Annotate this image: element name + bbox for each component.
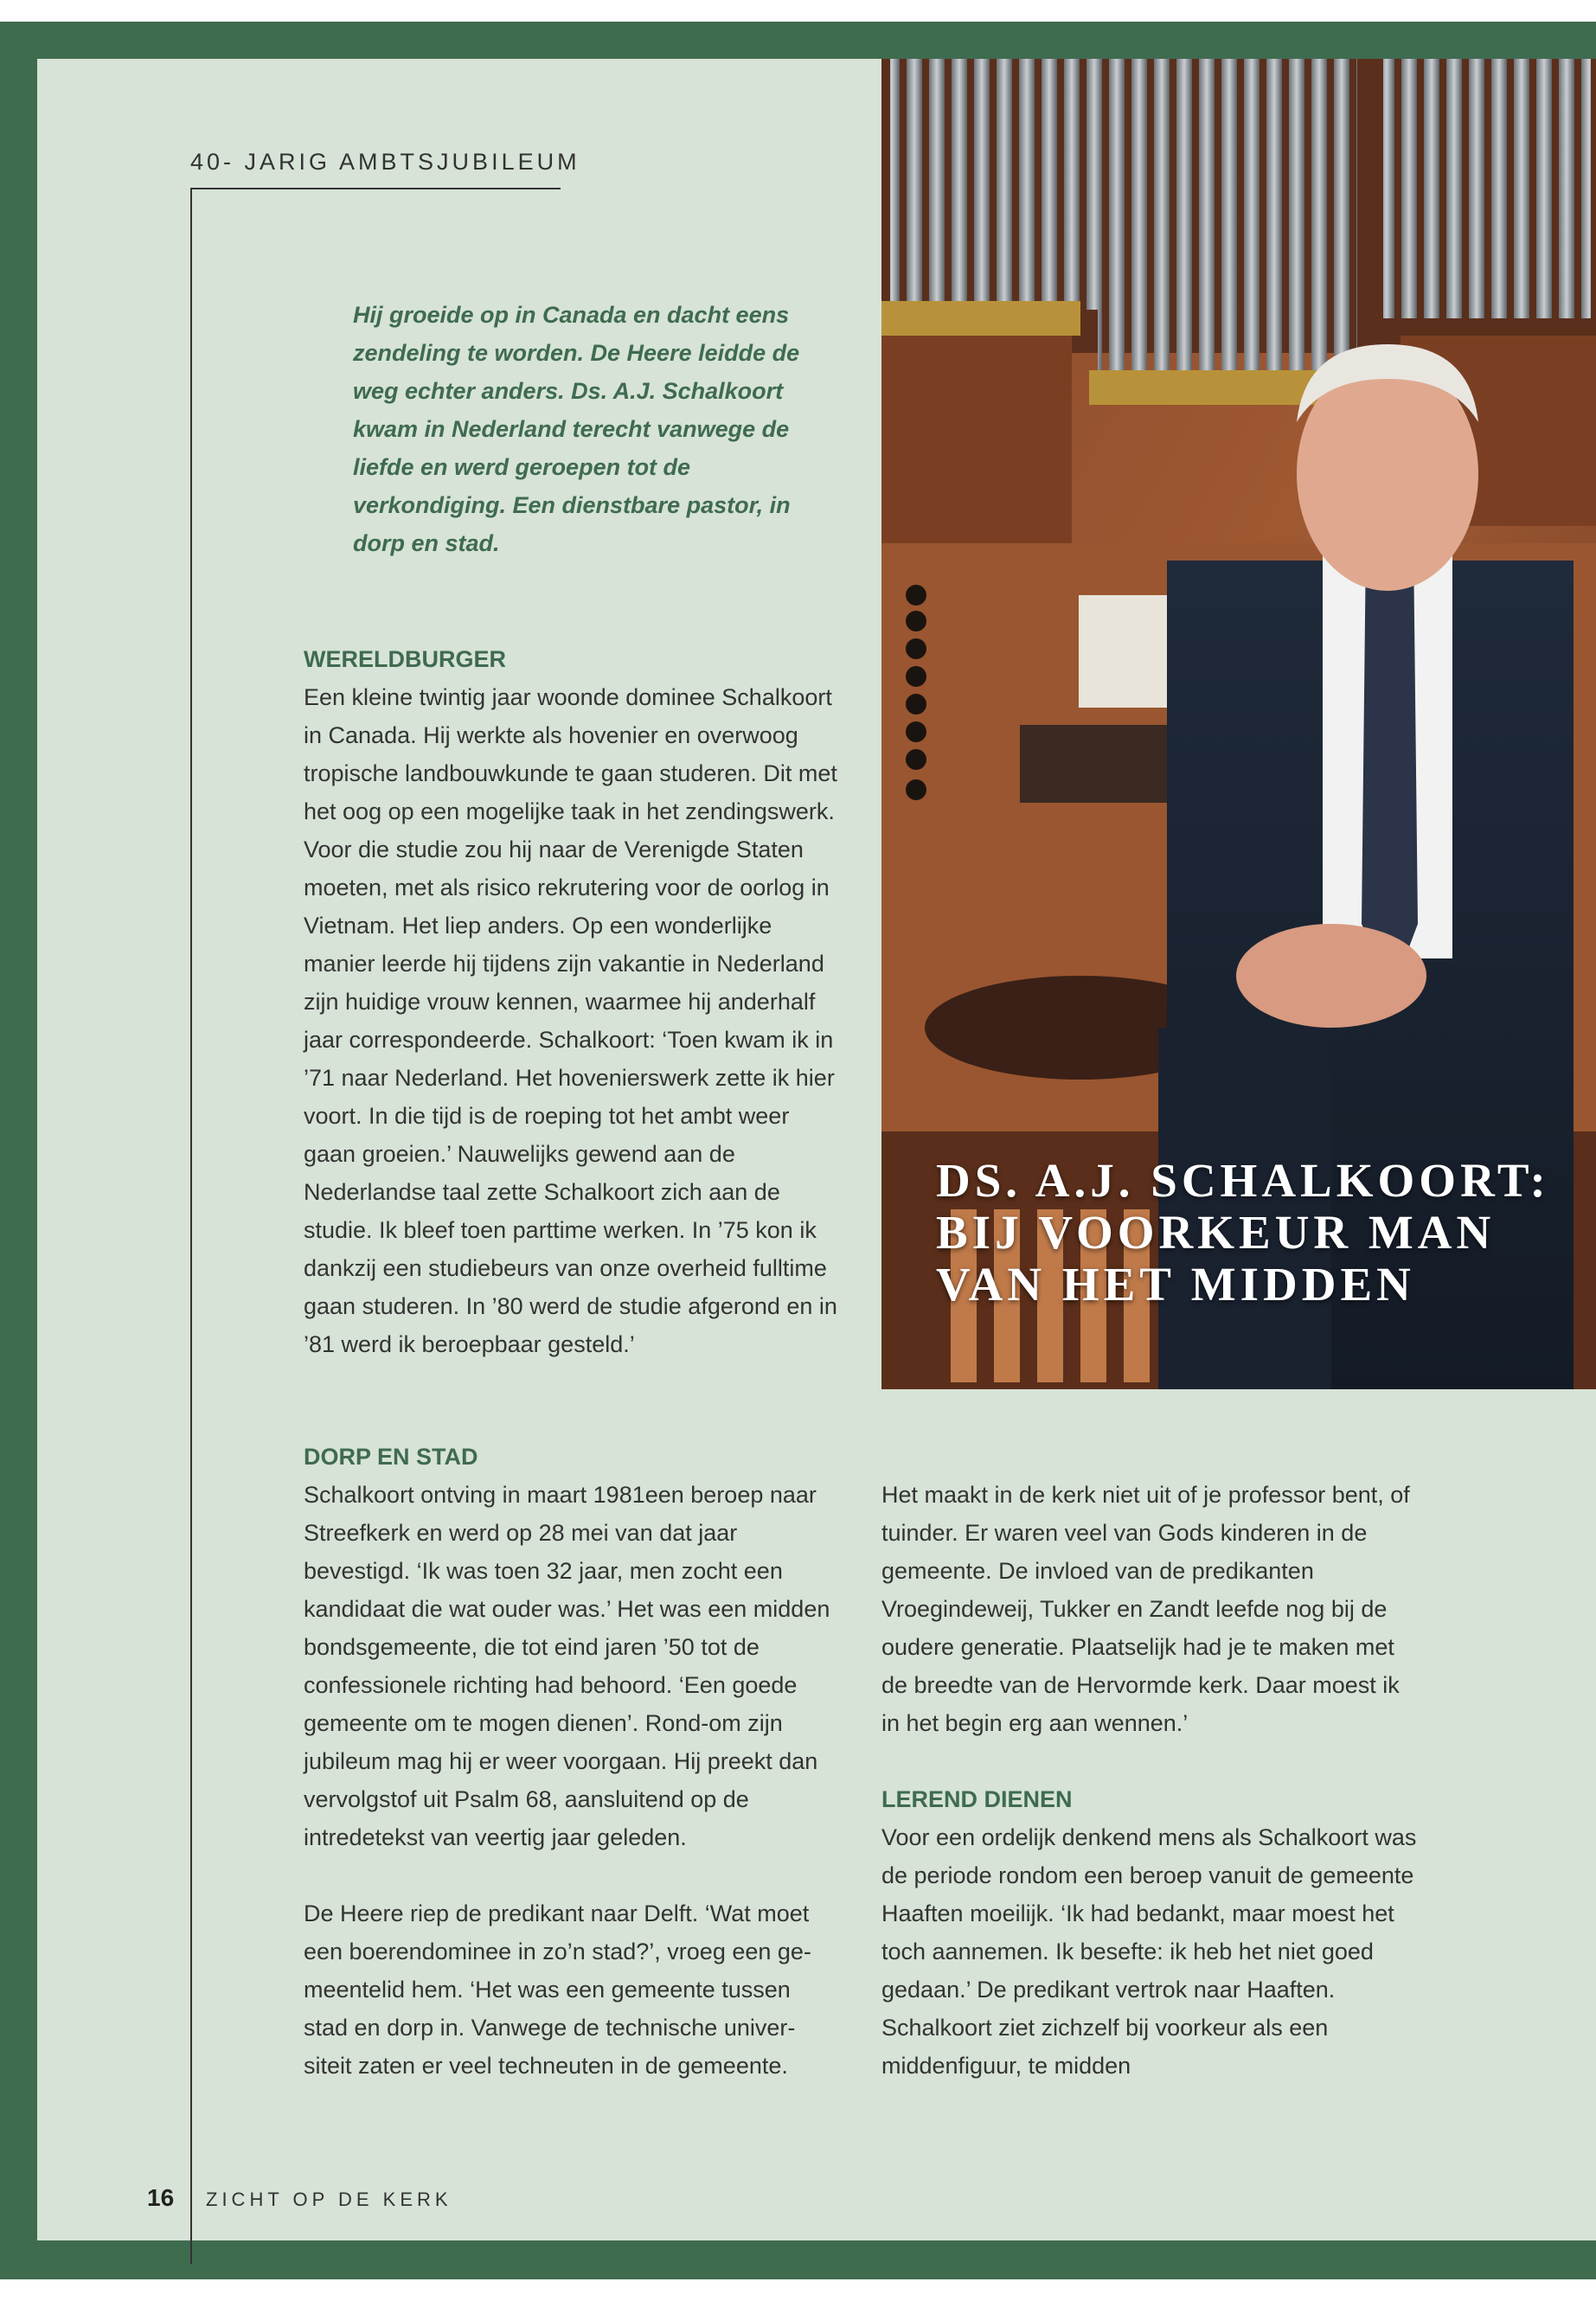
column-dorp-en-stad xyxy=(304,1438,840,2085)
body-dorp-en-stad-1: Schalkoort ontving in maart 1981een beroep naar Streefkerk en werd op 28 mei van dat jaar bevestigd. ‘Ik was toen 32 jaar, men zocht een kandidaat die wat ouder was.’ Het was een midden bondsgemeente, die tot eind jaren ’50 tot de confessionele richting had behoord. ‘Een goede gemeente om te mogen dienen’. Rond-om zijn jubileum mag hij er weer voorgaan. Hij preekt dan vervolgstof uit Psalm 68, aansluitend op de intredetekst van veertig jaar geleden. xyxy=(304,1482,830,1850)
heading-wereldburger: WERELDBURGER xyxy=(304,646,506,672)
headline-line-1: DS. A.J. SCHALKOORT: xyxy=(936,1154,1550,1207)
article-headline xyxy=(936,1155,1576,1311)
heading-lerend-dienen: LEREND DIENEN xyxy=(881,1786,1073,1812)
intro-text: Hij groeide op in Canada en dacht eens zendeling te worden. De Heere leidde de weg echter anders. Ds. A.J. Schalkoort kwam in Nederland terecht vanwege de liefde en werd geroepen tot de verkondiging. Een dienstbare pastor, in dorp en stad. xyxy=(353,302,800,556)
body-dorp-en-stad-2: De Heere riep de predikant naar Delft. ‘Wat moet een boerendominee in zo’n stad?’, vroeg een ge-meentelid hem. ‘Het was een gemeente tussen stad en dorp in. Vanwege de technische univer-siteit zaten er veel techneuten in de gemeente. xyxy=(304,1900,811,2079)
body-right-1: Het maakt in de kerk niet uit of je professor bent, of tuinder. Er waren veel van Gods kinderen in de gemeente. De invloed van de predikanten Vroegindeweij, Tukker en Zandt leefde nog bij de oudere generatie. Plaatselijk had je te maken met de breedte van de Hervormde kerk. Daar moest ik in het begin erg aan wennen.’ xyxy=(881,1482,1410,1736)
vertical-rule xyxy=(190,188,192,2264)
column-right xyxy=(881,1476,1418,2085)
page-number: 16 xyxy=(147,2184,175,2211)
header-rule xyxy=(190,188,561,189)
body-lerend-dienen: Voor een ordelijk denkend mens als Schalkoort was de periode rondom een beroep vanuit de gemeente Haaften moeilijk. ‘Ik had bedankt, maar moest het toch aannemen. Ik besefte: ik heb het niet goed gedaan.’ De predikant vertrok naar Haaften. Schalkoort ziet zichzelf bij voorkeur als een middenfiguur, te midden xyxy=(881,1824,1417,2079)
heading-dorp-en-stad: DORP EN STAD xyxy=(304,1444,478,1470)
column-wereldburger xyxy=(304,640,840,1363)
section-header: 40- JARIG AMBTSJUBILEUM xyxy=(190,149,580,175)
headline-line-3: VAN HET MIDDEN xyxy=(936,1258,1415,1311)
magazine-title: ZICHT OP DE KERK xyxy=(206,2189,452,2210)
headline-line-2: BIJ VOORKEUR MAN xyxy=(936,1206,1496,1259)
body-wereldburger: Een kleine twintig jaar woonde dominee Schalkoort in Canada. Hij werkte als hovenier en overwoog tropische landbouwkunde te gaan studeren. Dit met het oog op een mogelijke taak in het zendingswerk. Voor die studie zou hij naar de Verenigde Staten moeten, met als risico rekrutering voor de oorlog in Vietnam. Het liep anders. Op een wonderlijke manier leerde hij tijdens zijn vakantie in Nederland zijn huidige vrouw kennen, waarmee hij anderhalf jaar correspondeerde. Schalkoort: ‘Toen kwam ik in ’71 naar Nederland. Het hovenierswerk zette ik hier voort. In die tijd is de roeping tot het ambt weer gaan groeien.’ Nauwelijks gewend aan de Nederlandse taal zette Schalkoort zich aan de studie. Ik bleef toen parttime werken. In ’75 kon ik dankzij een studiebeurs van onze overheid fulltime gaan studeren. In ’80 werd de studie afgerond en in ’81 werd ik beroepbaar gesteld.’ xyxy=(304,684,837,1357)
